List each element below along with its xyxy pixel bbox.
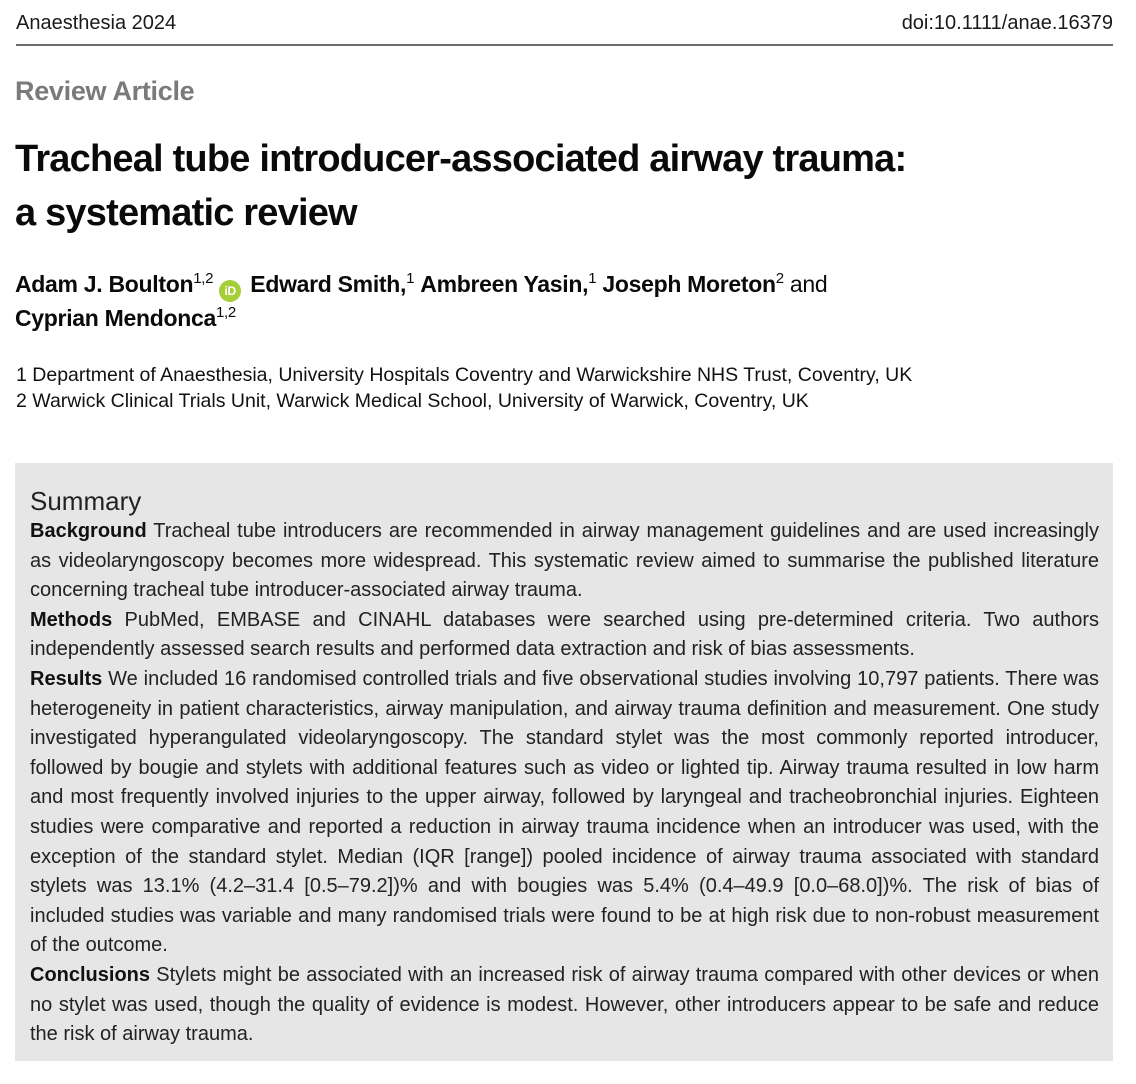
affiliation-list [16, 362, 1106, 414]
author-affiliation-mark: 1,2 [215, 304, 236, 321]
summary-heading: Summary [30, 486, 142, 516]
section-text: We included 16 randomised controlled trials and five observational studies involving 10,797 patients. There was heterogeneity in patient characteristics, airway manipulation, and airway trauma definition and measurement. One study investigated hyperangulated videolaryngoscopy. The standard stylet was the most commonly reported introducer, followed by bougie and stylets with additional features such as video or lighted tip. Airway trauma resulted in low harm and most frequently involved injuries to the upper airway, followed by laryngeal and tracheobronchial injuries. Eighteen studies were comparative and reported a reduction in airway trauma incidence when an introducer was used, with the exception of the standard stylet. Median (IQR [range]) pooled incidence of airway trauma associated with standard stylets was 13.1% (4.2–31.4 [0.5–79.2])% and with bougies was 5.4% (0.4–49.9 [0.0–68.0])%. The risk of bias of included studies was variable and many randomised trials were found to be at high risk due to non-robust measurement of the outcome. [30, 667, 1099, 957]
section-text: PubMed, EMBASE and CINAHL databases were searched using pre-determined criteria. Two authors independently assessed search results and performed data extraction and risk of bias assessments. [30, 608, 1099, 661]
author-affiliation-mark: 1 [588, 270, 597, 287]
summary-box [15, 463, 1113, 1061]
section-label: Conclusions [30, 963, 151, 986]
doi-label: doi:10.1111/anae.16379 [901, 12, 1113, 34]
author-name: Joseph Moreton [602, 271, 776, 297]
orcid-icon[interactable]: iD [219, 280, 241, 302]
summary-conclusions [30, 961, 1099, 1050]
author-name: Ambreen Yasin, [420, 271, 589, 297]
section-label: Methods [30, 608, 113, 631]
author-name: Edward Smith, [250, 271, 407, 297]
title-line-2: a systematic review [15, 192, 357, 234]
affiliation-item: 1 Department of Anaesthesia, University Hospitals Coventry and Warwickshire NHS Trust, Coventry, UK [16, 364, 913, 386]
article-title [15, 132, 1095, 240]
author-affiliation-mark: 2 [775, 270, 784, 287]
summary-background [30, 517, 1099, 606]
author-affiliation-mark: 1 [406, 270, 415, 287]
author-name: Cyprian Mendonca [15, 305, 216, 331]
summary-results [30, 665, 1099, 961]
summary-methods [30, 606, 1099, 665]
author-conjunction: and [789, 271, 828, 297]
journal-name: Anaesthesia 2024 [16, 12, 177, 34]
affiliation-item: 2 Warwick Clinical Trials Unit, Warwick Medical School, University of Warwick, Coventry, UK [16, 390, 809, 412]
section-label: Background [30, 520, 147, 542]
author-affiliation-mark: 1,2 [193, 270, 214, 287]
title-line-1: Tracheal tube introducer-associated airway trauma: [15, 138, 907, 180]
running-header [16, 10, 1113, 46]
article-type: Review Article [15, 76, 195, 106]
section-text: Stylets might be associated with an increased risk of airway trauma compared with other devices or when no stylet was used, though the quality of evidence is modest. However, other introducers appear to be safe and reduce the risk of airway trauma. [30, 963, 1100, 1046]
section-label: Results [30, 667, 103, 690]
author-name: Adam J. Boulton [15, 271, 194, 297]
section-text: Tracheal tube introducers are recommended in airway management guidelines and are used increasingly as videolaryngoscopy becomes more widespread. This systematic review aimed to summarise the published literature concerning tracheal tube introducer-associated airway trauma. [30, 520, 1099, 602]
author-list [15, 268, 1105, 334]
